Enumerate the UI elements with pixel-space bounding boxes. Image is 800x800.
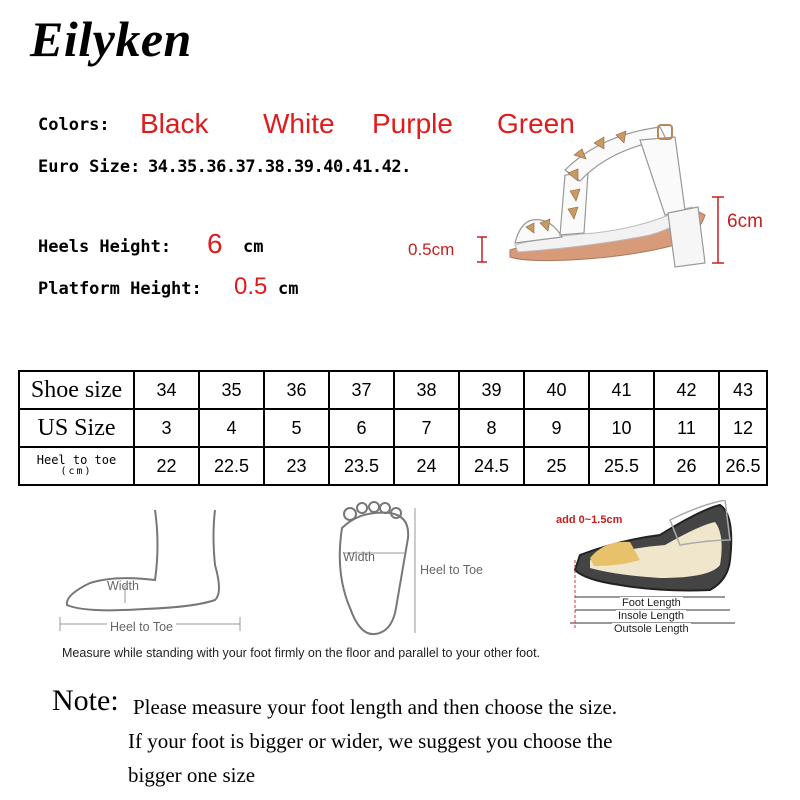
insole-length-label: Insole Length <box>618 610 685 622</box>
table-cell: 7 <box>394 409 459 447</box>
platform-height-value: 0.5 <box>234 273 268 300</box>
table-cell: 26.5 <box>719 447 767 485</box>
foot-length-label: Foot Length <box>622 597 681 609</box>
table-cell: 34 <box>134 371 199 409</box>
table-cell: 11 <box>654 409 719 447</box>
table-cell: 24 <box>394 447 459 485</box>
table-row <box>19 409 767 447</box>
table-cell: 41 <box>589 371 654 409</box>
euro-size-values: 34.35.36.37.38.39.40.41.42. <box>148 157 411 177</box>
table-cell: 4 <box>199 409 264 447</box>
size-chart-table <box>18 370 768 486</box>
outsole-length-label: Outsole Length <box>614 623 689 635</box>
table-cell: 35 <box>199 371 264 409</box>
table-cell: 3 <box>134 409 199 447</box>
color-black: Black <box>140 108 209 139</box>
color-white: White <box>263 108 335 139</box>
table-cell: 9 <box>524 409 589 447</box>
heel-to-toe-label: Heel to toe <box>36 453 117 467</box>
table-cell: 25 <box>524 447 589 485</box>
table-cell: 43 <box>719 371 767 409</box>
foot-sole-diagram <box>320 498 430 640</box>
table-cell: 6 <box>329 409 394 447</box>
row-header-us-size: US Size <box>19 409 134 447</box>
table-row <box>19 447 767 485</box>
row-header-shoe-size: Shoe size <box>19 371 134 409</box>
platform-height-label: Platform Height: <box>38 279 202 299</box>
table-cell: 12 <box>719 409 767 447</box>
heels-height-label: Heels Height: <box>38 237 172 257</box>
sole-heel-to-toe-label: Heel to Toe <box>420 563 484 577</box>
measure-caption: Measure while standing with your foot firmly on the floor and parallel to your other foot. <box>62 646 541 660</box>
table-row <box>19 371 767 409</box>
euro-size-label: Euro Size: <box>38 157 141 177</box>
table-cell: 39 <box>459 371 524 409</box>
table-cell: 23.5 <box>329 447 394 485</box>
table-cell: 22 <box>134 447 199 485</box>
table-cell: 25.5 <box>589 447 654 485</box>
note-title: Note: <box>52 684 119 717</box>
table-cell: 40 <box>524 371 589 409</box>
table-cell: 38 <box>394 371 459 409</box>
heels-height-value: 6 <box>207 228 223 259</box>
color-green: Green <box>497 108 575 139</box>
colors-label: Colors: <box>38 115 110 135</box>
sandal-product-image <box>470 115 760 275</box>
table-cell: 36 <box>264 371 329 409</box>
platform-height-dimension: 0.5cm <box>408 240 455 259</box>
table-cell: 8 <box>459 409 524 447</box>
table-cell: 10 <box>589 409 654 447</box>
table-cell: 5 <box>264 409 329 447</box>
heel-to-toe-unit: (cm) <box>60 466 93 477</box>
table-cell: 24.5 <box>459 447 524 485</box>
table-cell: 37 <box>329 371 394 409</box>
side-width-label: Width <box>107 579 139 593</box>
sole-width-label: Width <box>343 550 375 564</box>
note-line-2: If your foot is bigger or wider, we suggest you choose the <box>128 729 613 753</box>
table-cell: 23 <box>264 447 329 485</box>
heel-height-dimension: 6cm <box>727 211 763 232</box>
table-cell: 26 <box>654 447 719 485</box>
table-cell: 42 <box>654 371 719 409</box>
table-cell: 22.5 <box>199 447 264 485</box>
note-line-3: bigger one size <box>128 763 256 787</box>
row-header-heel-to-toe <box>19 447 134 485</box>
platform-height-unit: cm <box>278 279 299 299</box>
add-length-label: add 0~1.5cm <box>556 514 623 526</box>
brand-logo: Eilyken <box>30 11 192 67</box>
note-line-1: Please measure your foot length and then choose the size. <box>133 695 618 719</box>
heels-height-unit: cm <box>243 237 264 257</box>
side-heel-to-toe-label: Heel to Toe <box>107 620 176 634</box>
color-purple: Purple <box>372 108 453 139</box>
